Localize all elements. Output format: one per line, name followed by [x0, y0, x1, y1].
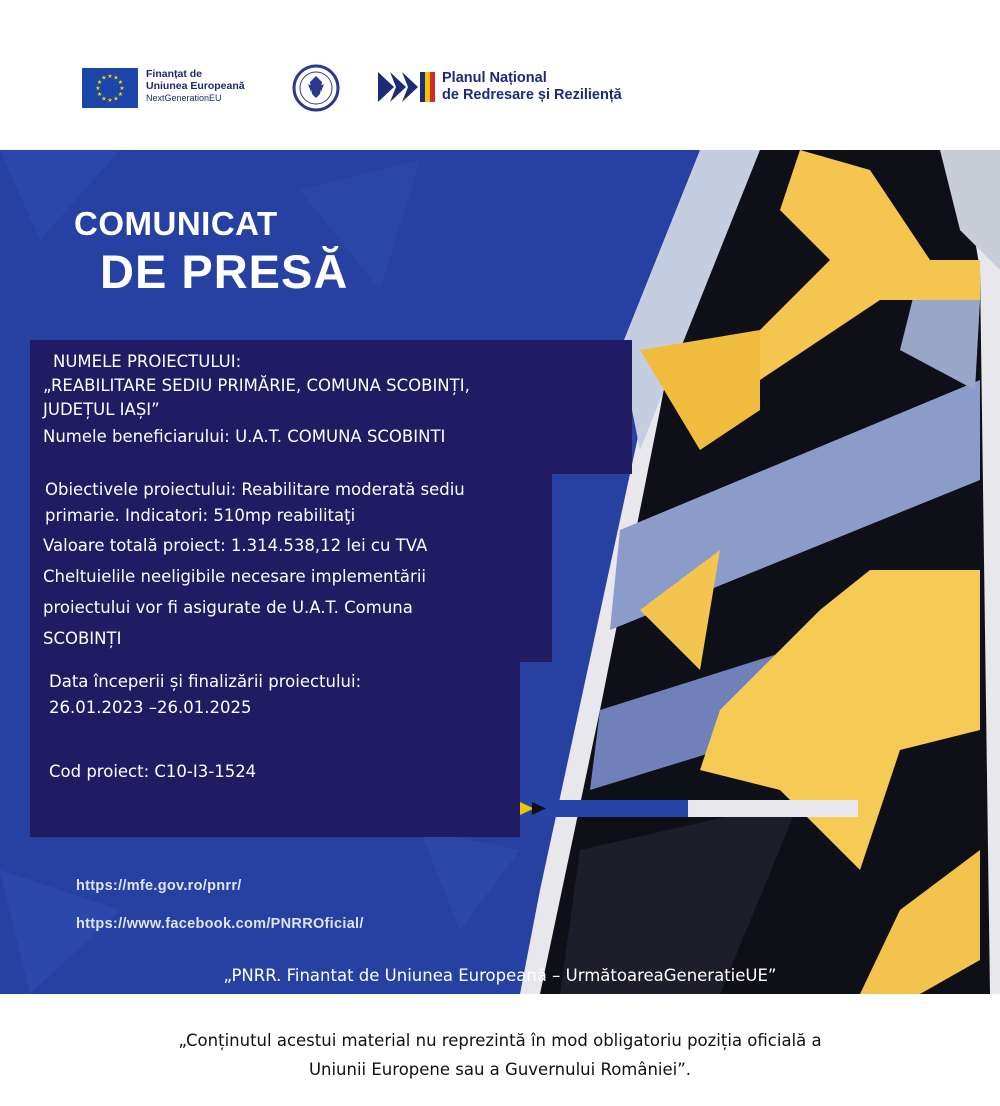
- mfe-link[interactable]: https://mfe.gov.ro/pnrr/: [76, 878, 242, 894]
- eu-logo-line1: Finanțat de: [146, 68, 203, 80]
- svg-text:★: ★: [96, 91, 103, 98]
- romanian-government-crest-icon: [292, 64, 340, 112]
- svg-text:★: ★: [117, 79, 124, 86]
- svg-text:★: ★: [107, 97, 113, 104]
- project-dates-box: [30, 662, 520, 837]
- svg-text:★: ★: [113, 95, 119, 103]
- objectives-line2: primarie. Indicatori: 510mp reabilitaţi: [45, 506, 356, 525]
- eu-funding-logo: [82, 68, 245, 108]
- pnrr-logo-line1: Planul Național: [442, 70, 547, 86]
- svg-text:★: ★: [95, 85, 101, 92]
- svg-text:★: ★: [119, 85, 125, 92]
- svg-text:★: ★: [113, 74, 119, 82]
- eu-flag-icon: [82, 68, 138, 108]
- project-name-box: [30, 340, 632, 474]
- beneficiary-text: Numele beneficiarului: U.A.T. COMUNA SCOBINTI: [43, 427, 446, 446]
- project-name-line1: „REABILITARE SEDIU PRIMĂRIE, COMUNA SCOBINȚI,: [43, 376, 470, 395]
- project-name-label: NUMELE PROIECTULUI:: [53, 352, 242, 371]
- svg-text:★: ★: [117, 91, 124, 98]
- press-release-poster: [0, 150, 1000, 994]
- pnrr-flag-arrows-icon: [376, 68, 440, 106]
- eu-logo-line3: NextGenerationEU: [146, 93, 222, 103]
- costs-line1: Cheltuielile neeligibile necesare implementării: [43, 567, 426, 586]
- disclaimer-text: [0, 1026, 1000, 1084]
- project-details-box: [30, 474, 552, 662]
- eu-logo-line2: Uniunea Europeană: [146, 80, 245, 92]
- logo-header: [0, 0, 1000, 150]
- project-name-line2: JUDEȚUL IAȘI”: [43, 400, 160, 419]
- press-release-title-line1: COMUNICAT: [74, 205, 278, 242]
- dates-value: 26.01.2023 –26.01.2025: [49, 698, 252, 717]
- press-release-title-line2: DE PRESĂ: [100, 245, 349, 298]
- costs-line2: proiectului vor fi asigurate de U.A.T. Comuna: [43, 598, 413, 617]
- pnrr-logo: [376, 68, 622, 106]
- pnrr-slogan: „PNRR. Finantat de Uniunea Europeană – UrmătoareaGeneratieUE”: [223, 966, 777, 985]
- total-value-text: Valoare totală proiect: 1.314.538,12 lei cu TVA: [43, 536, 428, 555]
- svg-text:★: ★: [101, 95, 107, 103]
- disclaimer-line1: „Conținutul acestui material nu reprezintă în mod obligatoriu poziția oficială a: [178, 1031, 822, 1050]
- svg-text:★: ★: [96, 79, 103, 86]
- costs-line3: SCOBINȚI: [43, 629, 122, 648]
- objectives-line1: Obiectivele proiectului: Reabilitare moderată sediu: [45, 480, 465, 499]
- svg-text:★: ★: [101, 74, 107, 82]
- project-code-text: Cod proiect: C10-I3-1524: [49, 762, 257, 781]
- dates-label: Data începerii și finalizării proiectului:: [49, 672, 362, 691]
- facebook-link[interactable]: https://www.facebook.com/PNRROficial/: [76, 916, 364, 932]
- disclaimer-line2: Uniunii Europene sau a Guvernului României”.: [308, 1060, 692, 1079]
- svg-text:★: ★: [107, 73, 113, 80]
- pnrr-logo-line2: de Redresare și Reziliență: [442, 87, 622, 103]
